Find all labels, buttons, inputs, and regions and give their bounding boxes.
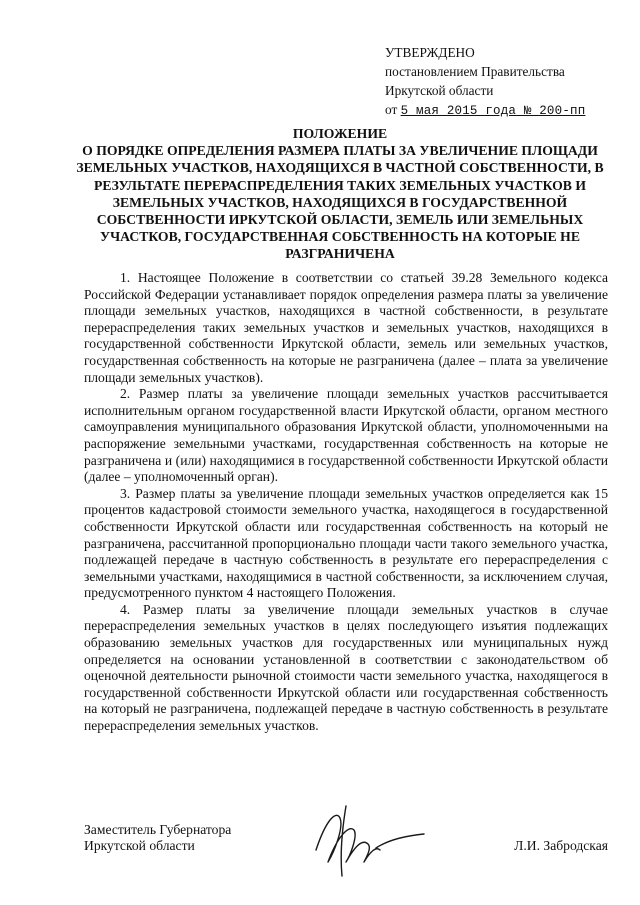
- document-title-block: [70, 125, 610, 263]
- approval-region: Иркутской области: [385, 83, 494, 98]
- document-body: [84, 270, 608, 735]
- document-heading: ПОЛОЖЕНИЕ: [292, 126, 388, 141]
- paragraph-1: 1. Настоящее Положение в соответствии со статьей 39.28 Земельного кодекса Российской Федерации устанавливает порядок определения размера платы за увеличение площади земельных участков, находящихся в частной собственности, в результате перераспределения таких земельных участков и земельных участков, находящихся в государственной собственности Иркутской области, земель или земельных участков, государственная собственность на которые не разграничена (далее – плата за увеличение площади земельных участков).: [84, 270, 608, 385]
- signature-block: [84, 818, 608, 878]
- signatory-position-line2: Иркутской области: [84, 838, 195, 853]
- approval-date-value: 5 мая 2015 года № 200-пп: [400, 104, 586, 118]
- signatory-position: [84, 822, 231, 854]
- paragraph-2: 2. Размер платы за увеличение площади земельных участков рассчитывается исполнительным органом государственной власти Иркутской области, органом местного самоуправления муниципального образования Иркутской области, уполномоченными на распоряжение земельными участками, государственная собственность на которые не разграничена и (или) находящимися в государственной собственности Иркутской области (далее – уполномоченный орган).: [84, 386, 608, 485]
- paragraph-4: 4. Размер платы за увеличение площади земельных участков в случае перераспределения земельных участков в целях последующего изъятия подлежащих образованию земельных участков для государственных или муниципальных нужд определяется на основании установленной в соответствии с законодательством об оценочной деятельности рыночной стоимости части земельного участка, находящегося в государственной собственности Иркутской области или государственная собственность на который не разграничена, подлежащей передаче в частную собственность в результате перераспределения земельных участков.: [84, 601, 608, 734]
- approval-heading: УТВЕРЖДЕНО: [385, 45, 475, 60]
- approval-stamp: [385, 43, 625, 121]
- document-subtitle: О ПОРЯДКЕ ОПРЕДЕЛЕНИЯ РАЗМЕРА ПЛАТЫ ЗА УВЕЛИЧЕНИЕ ПЛОЩАДИ ЗЕМЕЛЬНЫХ УЧАСТКОВ, НАХОДЯЩИХСЯ В ЧАСТНОЙ СОБСТВЕННОСТИ, В РЕЗУЛЬТАТЕ ПЕРЕРАСПРЕДЕЛЕНИЯ ТАКИХ ЗЕМЕЛЬНЫХ УЧАСТКОВ И ЗЕМЕЛЬНЫХ УЧАСТКОВ, НАХОДЯЩИХСЯ В ГОСУДАРСТВЕННОЙ СОБСТВЕННОСТИ ИРКУТСКОЙ ОБЛАСТИ, ЗЕМЕЛЬ ИЛИ ЗЕМЕЛЬНЫХ УЧАСТКОВ, ГОСУДАРСТВЕННАЯ СОБСТВЕННОСТЬ НА КОТОРЫЕ НЕ РАЗГРАНИЧЕНА: [76, 143, 604, 262]
- approval-date-prefix: от: [385, 102, 401, 117]
- handwritten-signature: [306, 800, 436, 880]
- signatory-position-line1: Заместитель Губернатора: [84, 822, 232, 837]
- approval-resolution: постановлением Правительства: [385, 64, 565, 79]
- approval-date-line: [385, 100, 625, 121]
- paragraph-3: 3. Размер платы за увеличение площади земельных участков определяется как 15 процентов кадастровой стоимости земельного участка, находящегося в государственной собственности Иркутской области или государственная собственность на который не разграничена, рассчитанной пропорционально площади части такого земельного участка, подлежащей передаче в частную собственность в результате его перераспределения с земельными участками, находящимися в частной собственности, за исключением случая, предусмотренного пунктом 4 настоящего Положения.: [84, 485, 608, 601]
- signatory-name: Л.И. Забродская: [514, 838, 608, 853]
